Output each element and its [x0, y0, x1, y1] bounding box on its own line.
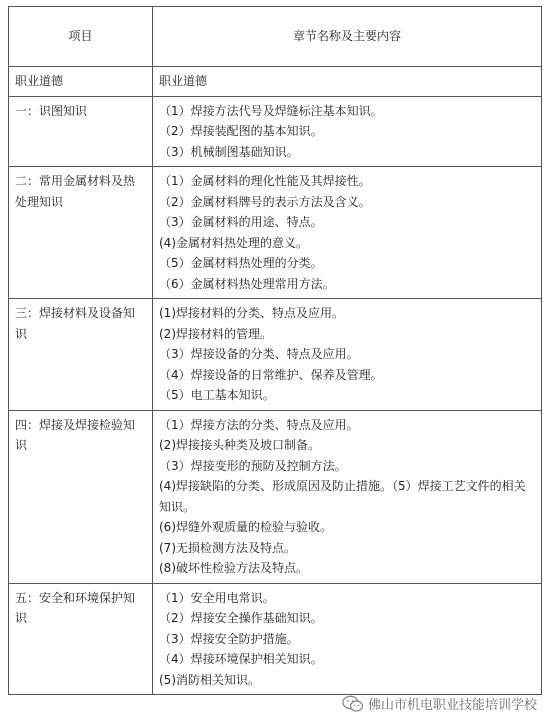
row-item: 职业道德: [9, 67, 153, 97]
table-row: [9, 583, 542, 695]
content-line: （3）机械制图基础知识。: [159, 144, 299, 159]
syllabus-table: [8, 6, 542, 695]
content-line: （4）焊接设备的日常维护、保养及管理。: [159, 367, 383, 382]
content-line: (2)焊接接头种类及坡口制备。: [159, 438, 320, 452]
content-line: (4)焊接缺陷的分类、形成原因及防止措施。（5）焊接工艺文件的相关知识。: [159, 479, 526, 514]
content-line: （1）金属材料的理化性能及其焊接性。: [159, 174, 371, 188]
table-row: [9, 96, 542, 167]
wechat-icon: [342, 695, 364, 713]
row-content: [153, 96, 542, 167]
table-header-row: [9, 7, 542, 67]
content-line: （2）焊接装配图的基本知识。: [159, 124, 323, 138]
content-line: 职业道德: [159, 74, 208, 88]
watermark: [342, 694, 537, 713]
content-line: (2)焊接材料的管理。: [159, 326, 272, 341]
row-content: [153, 299, 542, 411]
content-line: （1）安全用电常识。: [159, 590, 275, 605]
row-content: [153, 167, 542, 299]
row-content: [153, 67, 542, 97]
content-line: (5)消防相关知识。: [159, 672, 260, 687]
row-item: 一：识图知识: [9, 96, 153, 167]
content-line: （5）金属材料热处理的分类。: [159, 256, 323, 270]
header-item: 项目: [9, 7, 153, 67]
row-content: [153, 410, 542, 583]
content-line: （2）焊接安全操作基础知识。: [159, 611, 323, 625]
content-line: (4)金属材料热处理的意义。: [159, 235, 308, 250]
watermark-text: 佛山市机电职业技能培训学校: [367, 698, 537, 713]
content-line: （3）金属材料的用途、特点。: [159, 215, 323, 229]
table-row: [9, 299, 542, 411]
content-line: （1）焊接方法代号及焊缝标注基本知识。: [159, 103, 383, 118]
content-line: (7)无损检测方法及特点。: [159, 540, 296, 555]
content-line: （1）焊接方法的分类、特点及应用。: [159, 417, 359, 432]
row-item: 三：焊接材料及设备知识: [9, 299, 153, 411]
content-line: (8)破坏性检验方法及特点。: [159, 561, 308, 575]
content-line: (6)焊缝外观质量的检验与验收。: [159, 520, 332, 534]
content-line: (1)焊接材料的分类、特点及应用。: [159, 306, 344, 320]
header-content: 章节名称及主要内容: [153, 7, 542, 67]
table-row: [9, 167, 542, 299]
content-line: （3）焊接安全防护措施。: [159, 631, 299, 646]
row-item: 五：安全和环境保护知识: [9, 583, 153, 695]
content-line: （5）电工基本知识。: [159, 388, 275, 402]
content-line: （2）金属材料牌号的表示方法及含义。: [159, 194, 371, 209]
table-row: [9, 67, 542, 97]
content-line: （4）焊接环境保护相关知识。: [159, 652, 323, 666]
row-content: [153, 583, 542, 695]
table-row: [9, 410, 542, 583]
row-item: 二：常用金属材料及热处理知识: [9, 167, 153, 299]
content-line: （6）金属材料热处理常用方法。: [159, 276, 335, 291]
content-line: （3）焊接变形的预防及控制方法。: [159, 458, 347, 473]
row-item: 四：焊接及焊接检验知识: [9, 410, 153, 583]
content-line: （3）焊接设备的分类、特点及应用。: [159, 347, 359, 361]
